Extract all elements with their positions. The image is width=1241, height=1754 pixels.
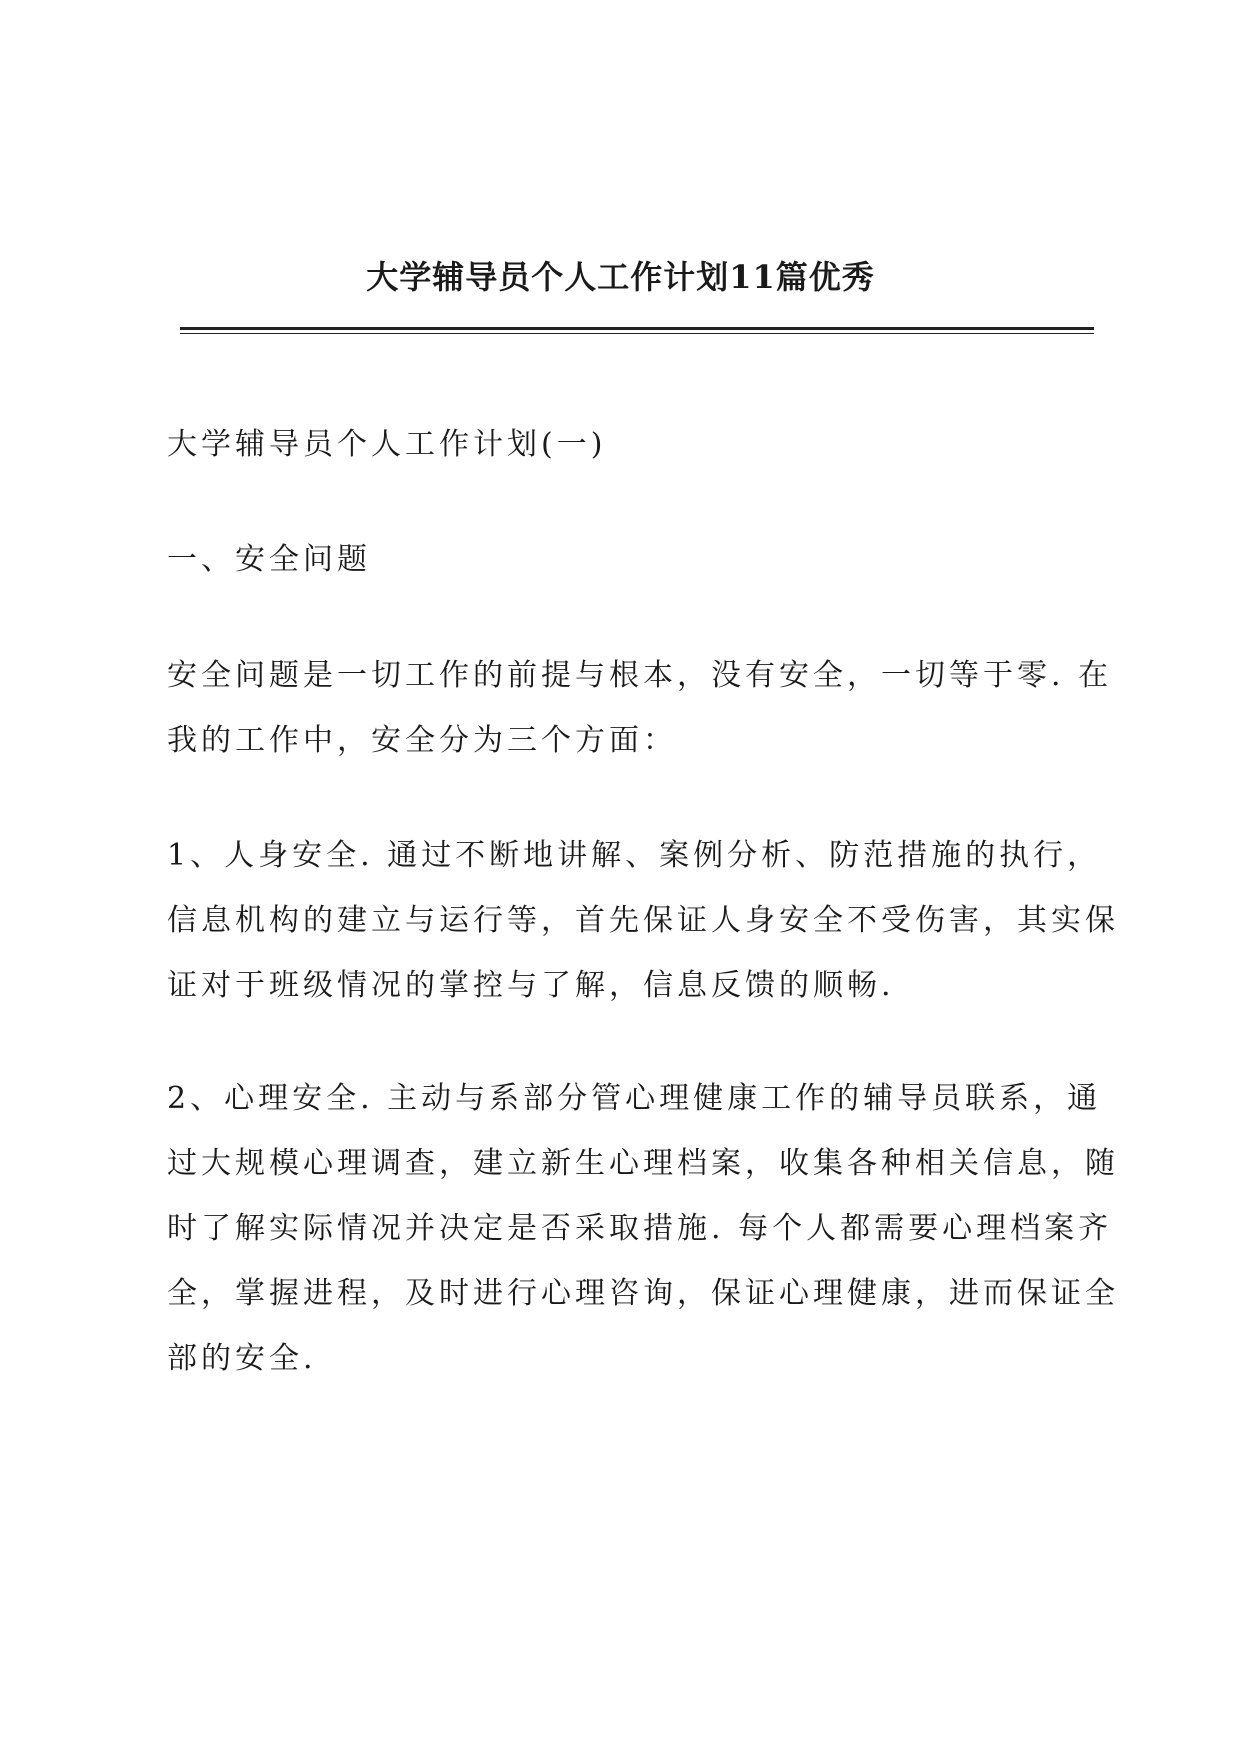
paragraph-line: 部的安全. <box>167 1341 317 1376</box>
paragraph-line: 过大规模心理调查，建立新生心理档案，收集各种相关信息，随 <box>167 1146 1119 1181</box>
paragraph-line: 1、人身安全. 通过不断地讲解、案例分析、防范措施的执行， <box>167 838 1102 873</box>
title-divider-thin <box>180 333 1094 334</box>
paragraph-mental-safety <box>167 1066 1119 1391</box>
paragraph-line: 信息机构的建立与运行等，首先保证人身安全不受伤害，其实保 <box>167 903 1119 938</box>
section-heading: 一、安全问题 <box>167 542 371 577</box>
paragraph-line: 安全问题是一切工作的前提与根本，没有安全，一切等于零. 在 <box>167 658 1113 693</box>
paragraph-intro <box>167 643 1113 773</box>
paragraph-line: 证对于班级情况的掌控与了解，信息反馈的顺畅. <box>167 968 895 1003</box>
paragraph-line: 时了解实际情况并决定是否采取措施. 每个人都需要心理档案齐 <box>167 1211 1113 1246</box>
document-title: 大学辅导员个人工作计划11篇优秀 <box>366 258 875 296</box>
paragraph-line: 全，掌握进程，及时进行心理咨询，保证心理健康，进而保证全 <box>167 1276 1119 1311</box>
paragraph-personal-safety <box>167 823 1119 1018</box>
title-divider-thick <box>180 327 1094 330</box>
paragraph-line: 我的工作中，安全分为三个方面： <box>167 723 677 758</box>
plan-subtitle: 大学辅导员个人工作计划(一) <box>167 427 607 462</box>
paragraph-line: 2、心理安全. 主动与系部分管心理健康工作的辅导员联系，通 <box>167 1081 1102 1116</box>
